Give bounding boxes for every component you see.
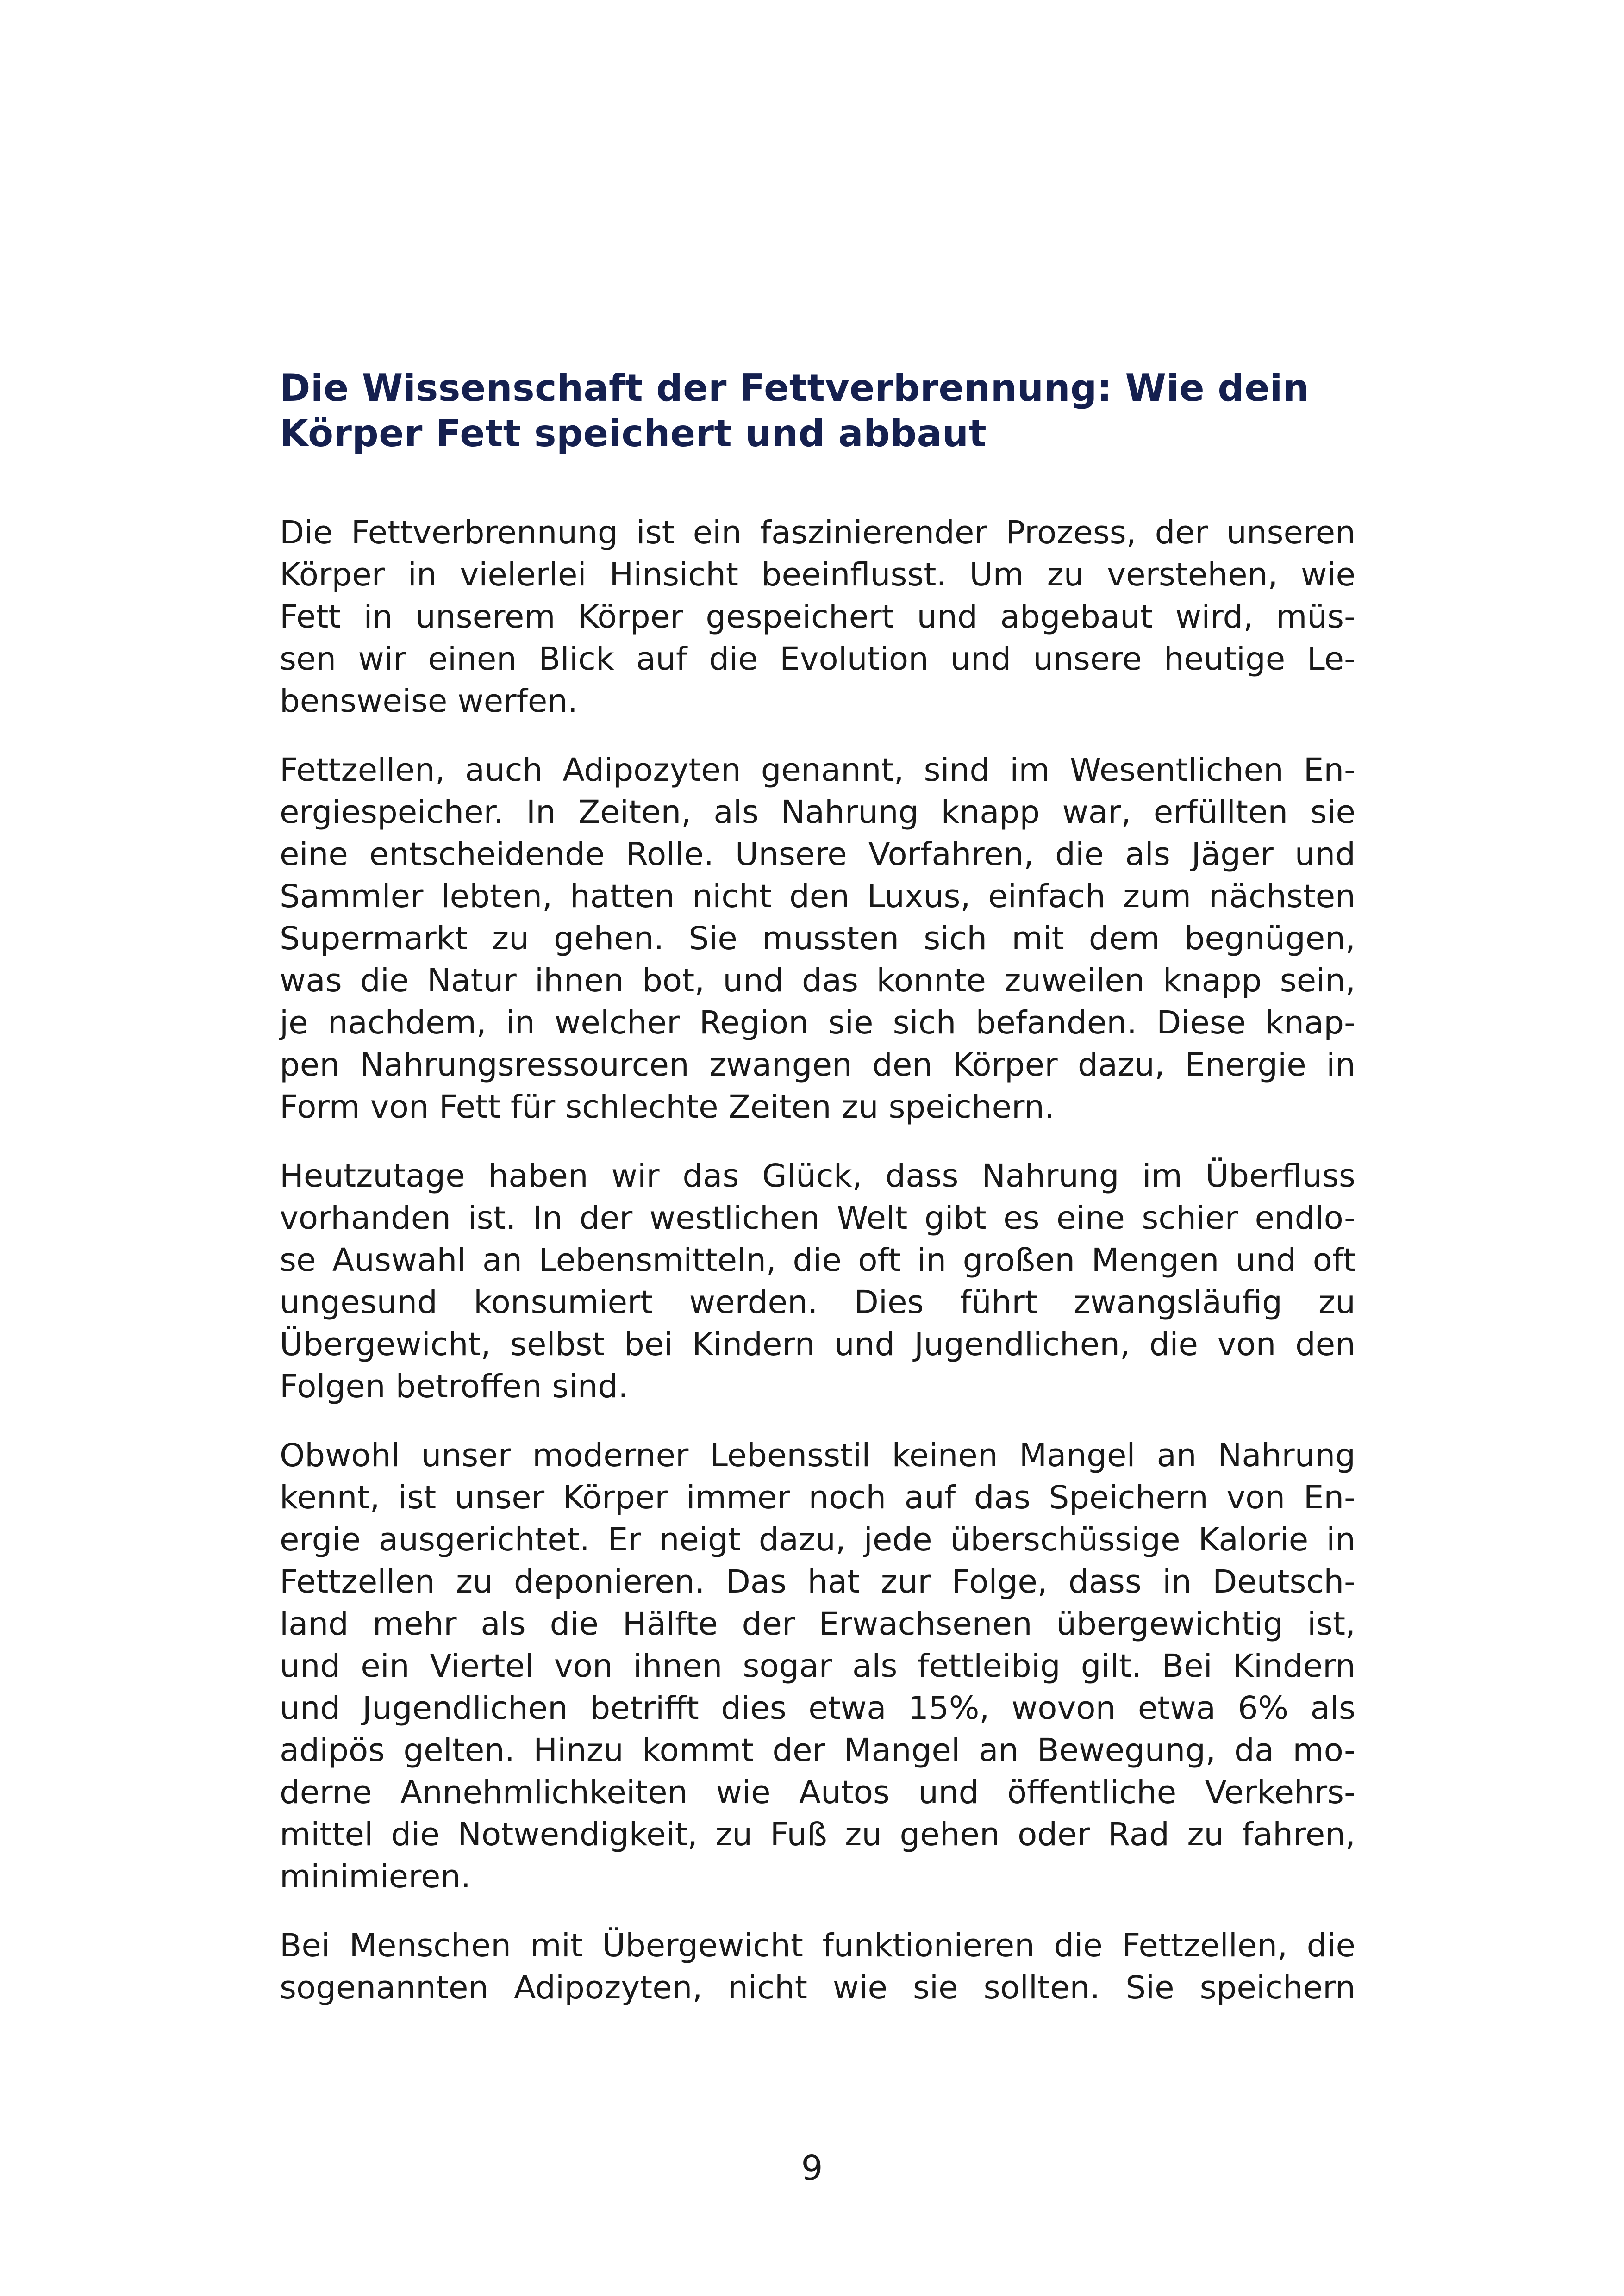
text-line: ungesund konsumiert werden. Dies führt zwangsläufig zu [280,1284,1355,1321]
chapter-title-line: Körper Fett speichert und abbaut [280,412,987,455]
paragraph [280,1155,1355,1408]
text-line: Heutzutage haben wir das Glück, dass Nahrung im Überfluss [280,1157,1355,1195]
text-line: adipös gelten. Hinzu kommt der Mangel an Bewegung, da mo- [280,1732,1355,1769]
text-line: Obwohl unser moderner Lebensstil keinen Mangel an Nahrung [280,1437,1355,1474]
text-line: Übergewicht, selbst bei Kindern und Jugendlichen, die von den [280,1326,1355,1363]
text-line: land mehr als die Hälfte der Erwachsenen übergewichtig ist, [280,1605,1355,1643]
chapter-title [280,366,1355,456]
text-line: bensweise werfen. [280,683,578,720]
paragraph [280,749,1355,1128]
text-line: ergiespeicher. In Zeiten, als Nahrung knapp war, erfüllten sie [280,794,1355,831]
text-line: sen wir einen Blick auf die Evolution und unsere heutige Le- [280,641,1355,678]
text-line: Supermarkt zu gehen. Sie mussten sich mit dem begnügen, [280,920,1355,957]
text-line: ergie ausgerichtet. Er neigt dazu, jede überschüssige Kalorie in [280,1521,1355,1558]
page-content [280,366,1355,2036]
text-line: Form von Fett für schlechte Zeiten zu speichern. [280,1089,1055,1126]
text-line: was die Natur ihnen bot, und das konnte zuweilen knapp sein, [280,962,1355,999]
text-line: Körper in vielerlei Hinsicht beeinflusst. Um zu verstehen, wie [280,556,1355,593]
text-line: kennt, ist unser Körper immer noch auf das Speichern von En- [280,1479,1355,1516]
paragraph [280,512,1355,722]
text-line: se Auswahl an Lebensmitteln, die oft in großen Mengen und oft [280,1242,1355,1279]
text-line: Fettzellen zu deponieren. Das hat zur Folge, dass in Deutsch- [280,1563,1355,1600]
text-line: und Jugendlichen betrifft dies etwa 15%, wovon etwa 6% als [280,1690,1355,1727]
text-line: derne Annehmlichkeiten wie Autos und öffentliche Verkehrs- [280,1774,1355,1811]
text-line: pen Nahrungsressourcen zwangen den Körper dazu, Energie in [280,1046,1355,1083]
text-line: Sammler lebten, hatten nicht den Luxus, einfach zum nächsten [280,878,1355,915]
paragraph [280,1435,1355,1898]
chapter-title-line: Die Wissenschaft der Fettverbrennung: Wie dein [280,367,1310,410]
text-line: Fett in unserem Körper gespeichert und abgebaut wird, müs- [280,598,1355,635]
body-text [280,512,1355,2009]
text-line: Folgen betroffen sind. [280,1368,629,1405]
paragraph [280,1925,1355,2009]
text-line: minimieren. [280,1858,471,1895]
text-line: Die Fettverbrennung ist ein faszinierender Prozess, der unseren [280,514,1355,551]
text-line: und ein Viertel von ihnen sogar als fettleibig gilt. Bei Kindern [280,1648,1355,1685]
text-line: Bei Menschen mit Übergewicht funktionieren die Fettzellen, die [280,1927,1355,1964]
text-line: mittel die Notwendigkeit, zu Fuß zu gehen oder Rad zu fahren, [280,1816,1355,1853]
text-line: sogenannten Adipozyten, nicht wie sie sollten. Sie speichern [280,1969,1355,2006]
text-line: eine entscheidende Rolle. Unsere Vorfahren, die als Jäger und [280,836,1355,873]
text-line: Fettzellen, auch Adipozyten genannt, sind im Wesentlichen En- [280,752,1355,789]
text-line: vorhanden ist. In der westlichen Welt gibt es eine schier endlo- [280,1200,1355,1237]
text-line: je nachdem, in welcher Region sie sich befanden. Diese knap- [280,1004,1355,1041]
page-number: 9 [801,2148,823,2188]
